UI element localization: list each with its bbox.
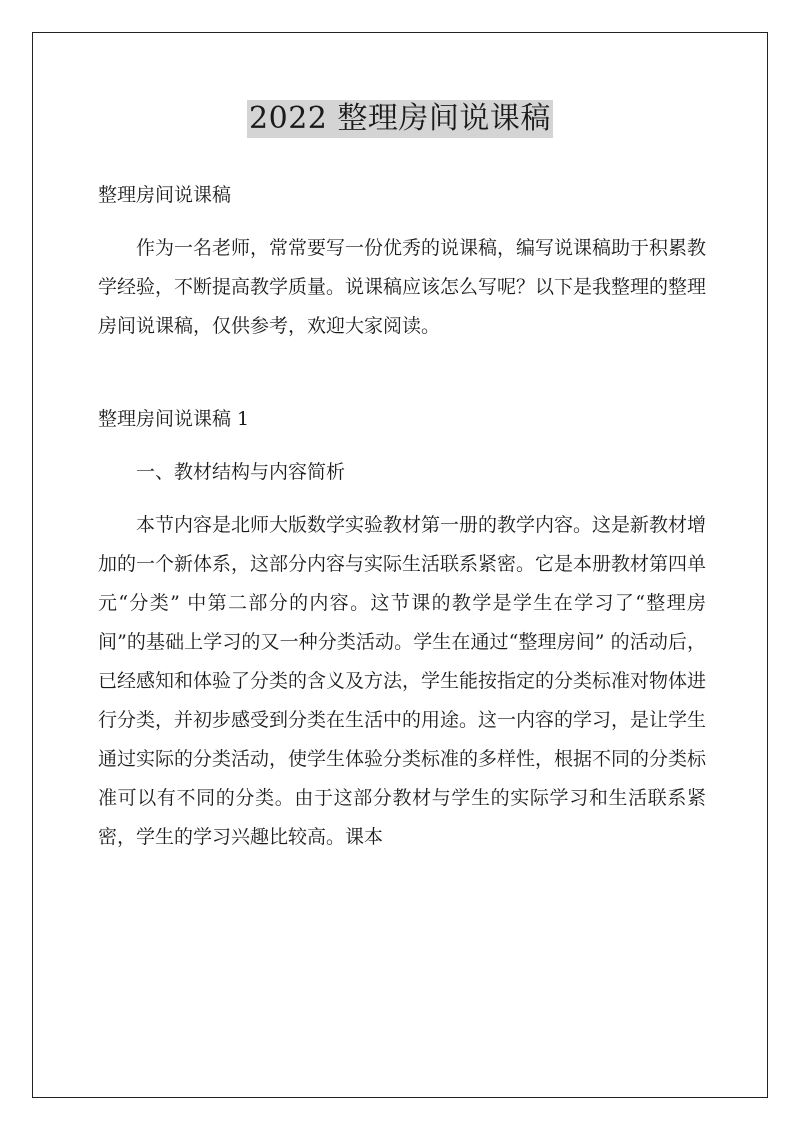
intro-paragraph: 作为一名老师，常常要写一份优秀的说课稿，编写说课稿助于积累教学经验，不断提高教学质量。说课稿应该怎么写呢？以下是我整理的整理房间说课稿，仅供参考，欢迎大家阅读。 bbox=[98, 237, 707, 337]
document-subtitle: 整理房间说课稿 bbox=[98, 184, 232, 206]
spacer bbox=[98, 439, 706, 453]
subsection-heading: 一、教材结构与内容简析 bbox=[136, 461, 346, 483]
spacer bbox=[98, 215, 706, 229]
spacer bbox=[98, 346, 706, 400]
spacer bbox=[98, 492, 706, 506]
document-title: 2022 整理房间说课稿 bbox=[249, 101, 551, 136]
section-heading: 整理房间说课稿 1 bbox=[98, 408, 250, 430]
body-paragraph: 本节内容是北师大版数学实验教材第一册的教学内容。这是新教材增加的一个新体系，这部分内容与实际生活联系紧密。它是本册教材第四单元“分类” 中第二部分的内容。这节课的教学是学生在学习了“整理房间”的基础上学习的又一种分类活动。学生在通过“整理房间” 的活动后，已经感知和体验了分类的含义及方法，学生能按指定的分类标准对物体进行分类，并初步感受到分类在生活中的用途。这一内容的学习，是让学生通过实际的分类活动，使学生体验分类标准的多样性，根据不同的分类标准可以有不同的分类。由于这部分教材与学生的实际学习和生活联系紧密，学生的学习兴趣比较高。课本 bbox=[98, 514, 707, 848]
title-container bbox=[0, 100, 800, 138]
document-body bbox=[98, 176, 706, 857]
